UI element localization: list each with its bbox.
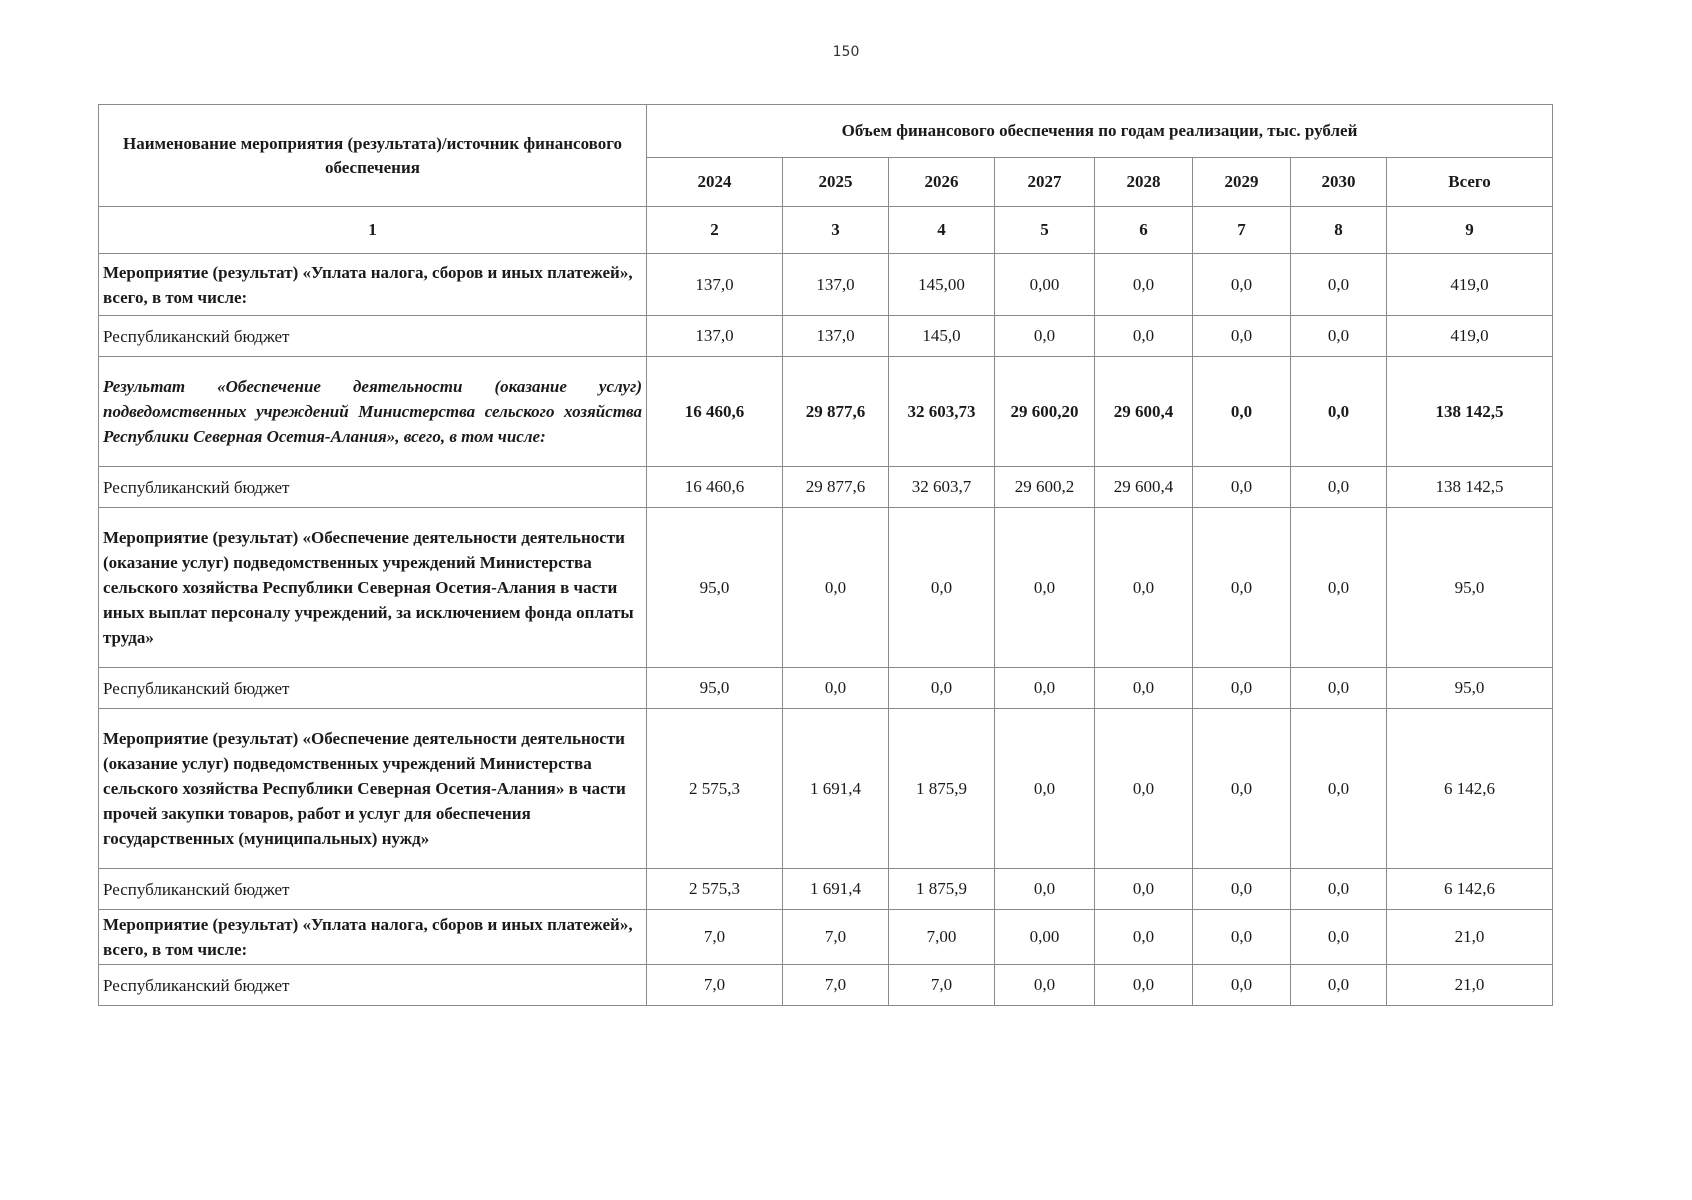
value-cell: 0,0 xyxy=(1291,965,1387,1006)
column-number: 2 xyxy=(647,207,783,254)
value-cell: 7,0 xyxy=(647,910,783,965)
value-cell: 32 603,7 xyxy=(889,467,995,508)
value-cell: 137,0 xyxy=(647,316,783,357)
value-cell: 0,0 xyxy=(1193,869,1291,910)
value-cell: 0,0 xyxy=(1193,668,1291,709)
value-cell: 0,0 xyxy=(1193,508,1291,668)
row-label: Мероприятие (результат) «Обеспечение деятельности деятельности (оказание услуг) подведомственных учреждений Министерства сельского хозяйства Республики Северная Осетия-Алания в части иных выплат персоналу учреждений, за исключением фонда оплаты труда» xyxy=(99,508,647,668)
value-cell: 145,00 xyxy=(889,254,995,316)
value-cell: 0,0 xyxy=(1291,467,1387,508)
value-cell: 0,0 xyxy=(1095,869,1193,910)
value-cell: 0,0 xyxy=(1291,316,1387,357)
row-label: Республиканский бюджет xyxy=(99,467,647,508)
value-cell: 0,00 xyxy=(995,254,1095,316)
table-header xyxy=(99,105,1553,254)
row-label: Республиканский бюджет xyxy=(99,668,647,709)
financing-group-header: Объем финансового обеспечения по годам реализации, тыс. рублей xyxy=(647,105,1553,158)
value-cell: 0,0 xyxy=(1095,965,1193,1006)
total-cell: 6 142,6 xyxy=(1387,869,1553,910)
value-cell: 0,0 xyxy=(995,965,1095,1006)
page-number: 150 xyxy=(832,44,860,60)
value-cell: 0,0 xyxy=(783,508,889,668)
value-cell: 137,0 xyxy=(647,254,783,316)
source-row xyxy=(99,668,1553,709)
row-label: Республиканский бюджет xyxy=(99,316,647,357)
column-number: 7 xyxy=(1193,207,1291,254)
value-cell: 29 600,20 xyxy=(995,357,1095,467)
value-cell: 0,0 xyxy=(995,508,1095,668)
value-cell: 0,0 xyxy=(889,508,995,668)
total-header: Всего xyxy=(1387,158,1553,207)
value-cell: 0,0 xyxy=(1193,709,1291,869)
row-label: Мероприятие (результат) «Уплата налога, сборов и иных платежей», всего, в том числе: xyxy=(99,254,647,316)
value-cell: 0,0 xyxy=(1193,467,1291,508)
total-cell: 138 142,5 xyxy=(1387,357,1553,467)
value-cell: 29 877,6 xyxy=(783,467,889,508)
value-cell: 0,0 xyxy=(995,316,1095,357)
financing-table xyxy=(98,104,1553,1006)
column-number: 4 xyxy=(889,207,995,254)
source-row xyxy=(99,467,1553,508)
column-number-row xyxy=(99,207,1553,254)
row-label: Мероприятие (результат) «Обеспечение деятельности деятельности (оказание услуг) подведомственных учреждений Министерства сельского хозяйства Республики Северная Осетия-Алания» в части прочей закупки товаров, работ и услуг для обеспечения государственных (муниципальных) нужд» xyxy=(99,709,647,869)
value-cell: 0,0 xyxy=(783,668,889,709)
value-cell: 0,0 xyxy=(1291,910,1387,965)
source-row xyxy=(99,316,1553,357)
value-cell: 7,0 xyxy=(647,965,783,1006)
value-cell: 7,00 xyxy=(889,910,995,965)
measure-row xyxy=(99,508,1553,668)
value-cell: 0,0 xyxy=(1193,965,1291,1006)
year-header: 2024 xyxy=(647,158,783,207)
value-cell: 0,0 xyxy=(1095,910,1193,965)
value-cell: 1 875,9 xyxy=(889,709,995,869)
value-cell: 0,0 xyxy=(995,709,1095,869)
measure-row xyxy=(99,254,1553,316)
total-cell: 21,0 xyxy=(1387,965,1553,1006)
value-cell: 16 460,6 xyxy=(647,357,783,467)
year-header: 2028 xyxy=(1095,158,1193,207)
source-row xyxy=(99,965,1553,1006)
value-cell: 0,0 xyxy=(1095,508,1193,668)
value-cell: 16 460,6 xyxy=(647,467,783,508)
value-cell: 95,0 xyxy=(647,668,783,709)
value-cell: 2 575,3 xyxy=(647,709,783,869)
total-cell: 138 142,5 xyxy=(1387,467,1553,508)
value-cell: 0,0 xyxy=(1095,316,1193,357)
measure-row xyxy=(99,709,1553,869)
total-cell: 419,0 xyxy=(1387,316,1553,357)
value-cell: 0,0 xyxy=(1095,709,1193,869)
table-body xyxy=(99,254,1553,1006)
value-cell: 2 575,3 xyxy=(647,869,783,910)
result-row xyxy=(99,357,1553,467)
value-cell: 7,0 xyxy=(889,965,995,1006)
total-cell: 6 142,6 xyxy=(1387,709,1553,869)
value-cell: 7,0 xyxy=(783,910,889,965)
value-cell: 0,0 xyxy=(1193,254,1291,316)
total-cell: 95,0 xyxy=(1387,668,1553,709)
value-cell: 29 877,6 xyxy=(783,357,889,467)
value-cell: 7,0 xyxy=(783,965,889,1006)
column-number: 3 xyxy=(783,207,889,254)
row-label: Республиканский бюджет xyxy=(99,965,647,1006)
value-cell: 0,0 xyxy=(995,869,1095,910)
year-header: 2027 xyxy=(995,158,1095,207)
value-cell: 1 691,4 xyxy=(783,709,889,869)
name-column-header: Наименование мероприятия (результата)/источник финансового обеспечения xyxy=(99,105,647,207)
row-label: Мероприятие (результат) «Уплата налога, сборов и иных платежей», всего, в том числе: xyxy=(99,910,647,965)
total-cell: 21,0 xyxy=(1387,910,1553,965)
value-cell: 0,0 xyxy=(1095,668,1193,709)
value-cell: 137,0 xyxy=(783,316,889,357)
value-cell: 0,0 xyxy=(1291,357,1387,467)
value-cell: 0,0 xyxy=(1291,254,1387,316)
total-cell: 419,0 xyxy=(1387,254,1553,316)
value-cell: 0,0 xyxy=(1193,316,1291,357)
column-number: 5 xyxy=(995,207,1095,254)
value-cell: 137,0 xyxy=(783,254,889,316)
value-cell: 0,0 xyxy=(995,668,1095,709)
value-cell: 0,0 xyxy=(889,668,995,709)
value-cell: 0,0 xyxy=(1193,910,1291,965)
total-cell: 95,0 xyxy=(1387,508,1553,668)
value-cell: 32 603,73 xyxy=(889,357,995,467)
column-number: 1 xyxy=(99,207,647,254)
value-cell: 95,0 xyxy=(647,508,783,668)
value-cell: 29 600,4 xyxy=(1095,467,1193,508)
row-label: Республиканский бюджет xyxy=(99,869,647,910)
value-cell: 145,0 xyxy=(889,316,995,357)
year-header: 2029 xyxy=(1193,158,1291,207)
column-number: 9 xyxy=(1387,207,1553,254)
year-header: 2030 xyxy=(1291,158,1387,207)
row-label: Результат «Обеспечение деятельности (оказание услуг) подведомственных учреждений Министерства сельского хозяйства Республики Северная Осетия-Алания», всего, в том числе: xyxy=(99,357,647,467)
value-cell: 0,0 xyxy=(1291,668,1387,709)
value-cell: 29 600,4 xyxy=(1095,357,1193,467)
column-number: 6 xyxy=(1095,207,1193,254)
value-cell: 29 600,2 xyxy=(995,467,1095,508)
column-number: 8 xyxy=(1291,207,1387,254)
value-cell: 1 691,4 xyxy=(783,869,889,910)
value-cell: 0,00 xyxy=(995,910,1095,965)
value-cell: 0,0 xyxy=(1095,254,1193,316)
source-row xyxy=(99,869,1553,910)
value-cell: 0,0 xyxy=(1291,709,1387,869)
value-cell: 0,0 xyxy=(1291,869,1387,910)
value-cell: 1 875,9 xyxy=(889,869,995,910)
measure-row xyxy=(99,910,1553,965)
value-cell: 0,0 xyxy=(1193,357,1291,467)
year-header: 2025 xyxy=(783,158,889,207)
year-header: 2026 xyxy=(889,158,995,207)
value-cell: 0,0 xyxy=(1291,508,1387,668)
